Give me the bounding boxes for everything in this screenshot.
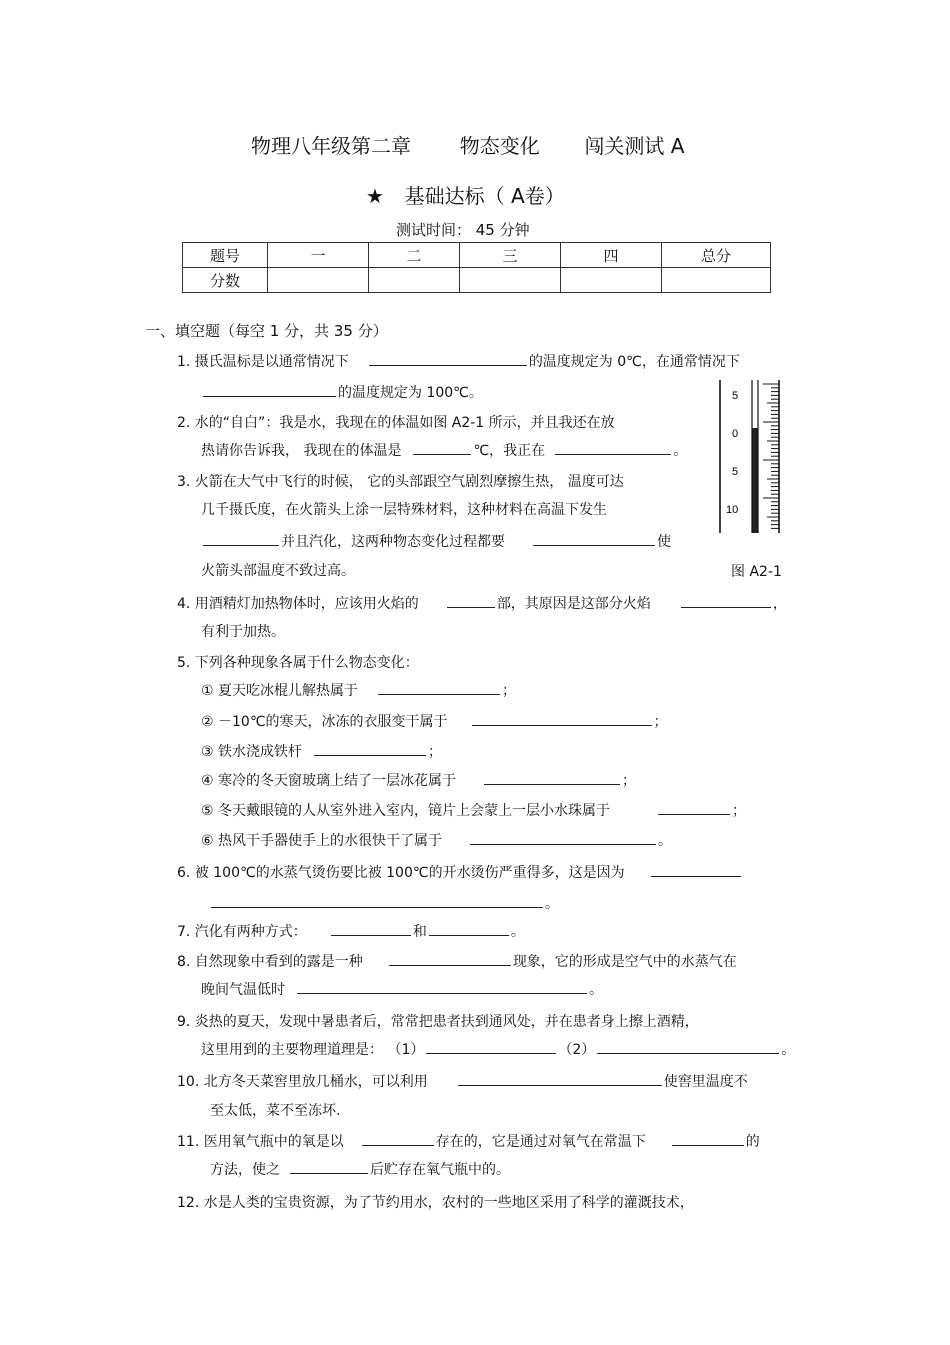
test-time: 测试时间： 45 分钟	[396, 221, 530, 239]
question-3-line-3	[201, 531, 671, 551]
q5-item-text: ② －10℃的寒天，冰冻的衣服变干属于	[201, 714, 448, 730]
score-input-cell[interactable]	[369, 268, 460, 293]
subtitle-text: 基础达标（ A卷）	[404, 184, 565, 208]
q2-text-d: 。	[673, 443, 688, 459]
question-1-line-2	[201, 382, 483, 402]
title-part-3: 闯关测试 A	[584, 134, 685, 158]
q6-text: 6. 被 100℃的水蒸气烫伤要比被 100℃的开水烫伤严重得多，这是因为	[177, 865, 625, 881]
question-3-line-1: 3. 火箭在大气中飞行的时候， 它的头部跟空气剧烈摩擦生热， 温度可达	[177, 474, 624, 490]
scale-label: 5	[732, 390, 739, 402]
score-input-cell[interactable]	[460, 268, 561, 293]
question-6-line-2	[209, 893, 559, 913]
q3-text-c: 并且汽化，这两种物态变化过程都要	[281, 534, 505, 550]
title-part-1: 物理八年级第二章	[251, 134, 411, 158]
answer-blank[interactable]	[378, 680, 500, 695]
q6-punct: 。	[545, 896, 559, 912]
section-heading: 一、填空题（每空 1 分，共 35 分）	[145, 322, 388, 340]
answer-blank[interactable]	[597, 1039, 779, 1054]
q7-and: 和	[412, 924, 427, 940]
q4-text-a: 4. 用酒精灯加热物体时，应该用火焰的	[177, 596, 419, 612]
answer-blank[interactable]	[203, 382, 336, 397]
answer-blank[interactable]	[555, 440, 671, 455]
answer-blank[interactable]	[429, 921, 509, 936]
question-9-line-2	[201, 1039, 795, 1059]
scale-ticks	[763, 384, 779, 528]
q11-text-b: 存在的，它是通过对氧气在常温下	[435, 1134, 646, 1150]
q5-punct: ；	[732, 803, 746, 819]
answer-blank[interactable]	[484, 770, 620, 785]
answer-blank[interactable]	[447, 593, 495, 608]
page-title	[251, 130, 684, 159]
question-2-line-1: 2. 水的“自白”：我是水，我现在的体温如图 A2-1 所示，并且我还在放	[177, 415, 615, 431]
answer-blank[interactable]	[472, 711, 652, 726]
answer-blank[interactable]	[362, 1131, 434, 1146]
question-10-line-1	[177, 1071, 748, 1091]
q5-item-text: ③ 铁水浇成铁杆	[201, 744, 303, 760]
question-5-item-2	[201, 711, 668, 731]
q4-text-c: ，	[772, 596, 787, 612]
table-cell: 分数	[183, 268, 268, 293]
answer-blank[interactable]	[458, 1071, 662, 1086]
scale-label: 0	[732, 428, 739, 440]
mercury-column	[753, 428, 758, 533]
question-3-line-2: 几千摄氏度，在火箭头上涂一层特殊材料，这种材料在高温下发生	[201, 502, 607, 518]
q1-text-c: 的温度规定为 100℃。	[338, 385, 483, 401]
question-3-line-4: 火箭头部温度不致过高。	[201, 563, 355, 579]
question-5-stem: 5. 下列各种现象各属于什么物态变化：	[177, 655, 419, 671]
q5-punct: ；	[653, 714, 668, 730]
scale-label: 10	[726, 504, 739, 516]
q1-text-b: 的温度规定为 0℃，在通常情况下	[528, 354, 740, 370]
question-5-item-5	[201, 800, 746, 820]
q11-text-c: 的	[745, 1134, 760, 1150]
table-cell: 一	[268, 243, 369, 268]
table-cell: 总分	[662, 243, 771, 268]
q5-punct: ；	[622, 773, 636, 789]
table-cell: 题号	[183, 243, 268, 268]
answer-blank[interactable]	[331, 921, 411, 936]
q2-text-c: ℃，我正在	[473, 443, 546, 459]
question-7	[177, 921, 525, 941]
q9-text-b: 这里用到的主要物理道理是： （1）	[201, 1042, 425, 1058]
q8-text-b: 现象，它的形成是空气中的水蒸气在	[512, 954, 737, 970]
score-input-cell[interactable]	[268, 268, 369, 293]
q5-punct: ；	[428, 744, 443, 760]
answer-blank[interactable]	[426, 1039, 556, 1054]
q4-text-b: 部，其原因是这部分火焰	[496, 596, 651, 612]
table-cell: 二	[369, 243, 460, 268]
table-row	[183, 268, 771, 293]
answer-blank[interactable]	[533, 531, 655, 546]
q10-text-a: 10. 北方冬天菜窖里放几桶水，可以利用	[177, 1074, 428, 1090]
q8-text-c: 晚间气温低时	[201, 982, 285, 998]
answer-blank[interactable]	[369, 351, 527, 366]
q1-text-a: 1. 摄氏温标是以通常情况下	[177, 354, 349, 370]
thermometer-figure	[712, 378, 782, 538]
q11-text-e: 后贮存在氧气瓶中的。	[370, 1162, 510, 1178]
subtitle	[366, 180, 565, 209]
question-5-item-6	[201, 830, 672, 850]
q7-punct: 。	[510, 924, 525, 940]
q9-punct: 。	[781, 1042, 796, 1058]
star-icon: ★	[366, 184, 384, 208]
q5-item-text: ④ 寒冷的冬天窗玻璃上结了一层冰花属于	[201, 773, 456, 789]
answer-blank[interactable]	[203, 531, 279, 546]
answer-blank[interactable]	[389, 951, 511, 966]
question-5-item-4	[201, 770, 636, 790]
question-1-line-1	[177, 351, 740, 371]
q5-item-text: ① 夏天吃冰棍儿解热属于	[201, 683, 359, 699]
q10-text-b: 使窖里温度不	[663, 1074, 748, 1090]
question-4-line-2: 有利于加热。	[201, 624, 285, 640]
q5-punct: 。	[658, 833, 672, 849]
score-table	[182, 242, 771, 293]
question-8-line-2	[201, 979, 603, 999]
answer-blank[interactable]	[681, 593, 771, 608]
q5-item-text: ⑤ 冬天戴眼镜的人从室外进入室内，镜片上会蒙上一层小水珠属于	[201, 803, 610, 819]
title-part-2: 物态变化	[459, 134, 540, 158]
q3-text-d: 使	[657, 534, 671, 550]
question-10-line-2: 至太低，菜不至冻坏.	[210, 1103, 341, 1119]
score-input-cell[interactable]	[662, 268, 771, 293]
table-cell: 四	[561, 243, 662, 268]
figure-caption: 图 A2-1	[731, 564, 782, 580]
q2-text-b: 热请你告诉我， 我现在的体温是	[201, 443, 402, 459]
answer-blank[interactable]	[658, 800, 730, 815]
question-11-line-2	[210, 1159, 510, 1179]
answer-blank[interactable]	[297, 979, 587, 994]
question-8-line-1	[177, 951, 737, 971]
q8-text-a: 8. 自然现象中看到的露是一种	[177, 954, 363, 970]
q8-punct: 。	[589, 982, 603, 998]
question-11-line-1	[177, 1131, 760, 1151]
answer-blank[interactable]	[470, 830, 656, 845]
q5-punct: ；	[502, 683, 517, 699]
answer-blank[interactable]	[290, 1159, 368, 1174]
q11-text-a: 11. 医用氧气瓶中的氧是以	[177, 1134, 344, 1150]
answer-blank[interactable]	[651, 862, 741, 877]
question-6-line-1	[177, 862, 743, 882]
answer-blank[interactable]	[211, 893, 543, 908]
scale-label: 5	[732, 466, 739, 478]
q5-item-text: ⑥ 热风干手器使手上的水很快干了属于	[201, 833, 442, 849]
table-cell: 三	[460, 243, 561, 268]
q9-text-c: （2）	[558, 1042, 596, 1058]
question-5-item-1	[201, 680, 516, 700]
answer-blank[interactable]	[413, 440, 471, 455]
q7-text: 7. 汽化有两种方式：	[177, 924, 307, 940]
question-12-line-1: 12. 水是人类的宝贵资源，为了节约用水，农村的一些地区采用了科学的灌溉技术，	[177, 1195, 694, 1211]
answer-blank[interactable]	[314, 741, 426, 756]
score-input-cell[interactable]	[561, 268, 662, 293]
question-2-line-2	[201, 440, 687, 460]
q11-text-d: 方法，使之	[210, 1162, 280, 1178]
table-row	[183, 243, 771, 268]
question-9-line-1: 9. 炎热的夏天，发现中暑患者后，常常把患者扶到通风处，并在患者身上擦上酒精，	[177, 1014, 699, 1030]
question-5-item-3	[201, 741, 442, 761]
answer-blank[interactable]	[672, 1131, 744, 1146]
question-4-line-1	[177, 593, 787, 613]
